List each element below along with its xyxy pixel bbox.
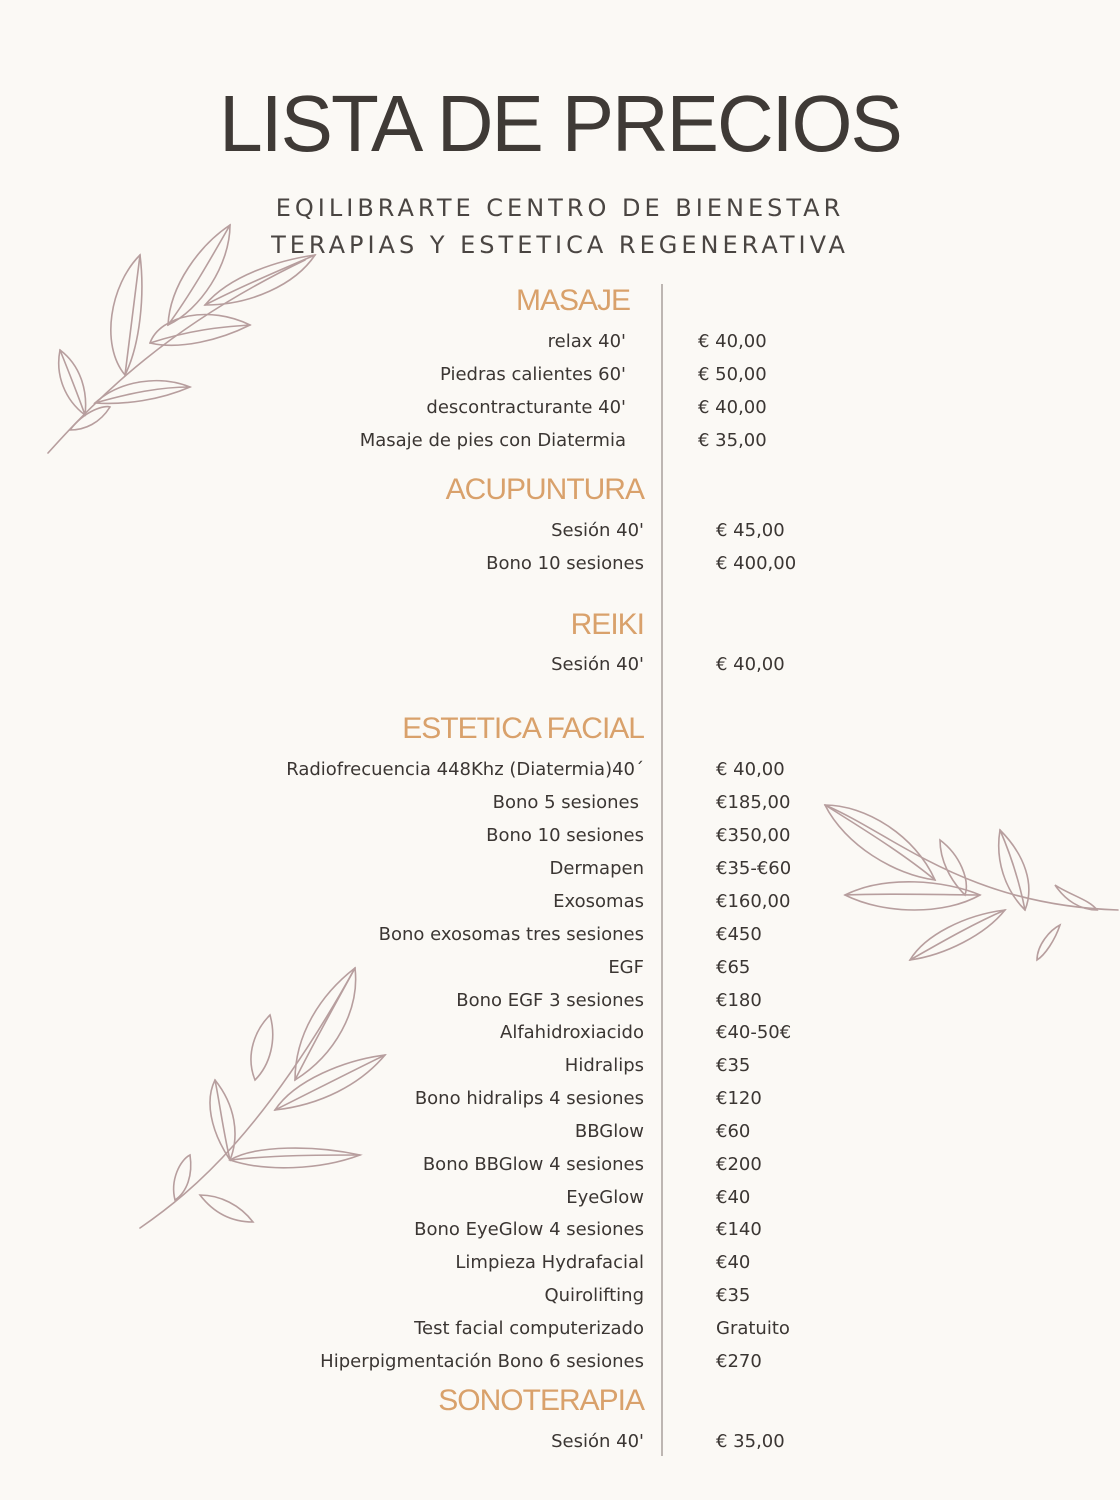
service-name: Exosomas [553, 891, 644, 912]
service-price: € 400,00 [716, 553, 797, 574]
service-name: Masaje de pies con Diatermia [359, 430, 626, 451]
service-price: €40 [716, 1187, 751, 1208]
leaf-branch-icon [815, 795, 1120, 975]
service-name: EGF [608, 957, 644, 978]
service-name: Quirolifting [544, 1285, 644, 1306]
service-name: Hidralips [564, 1055, 644, 1076]
service-name: relax 40' [547, 331, 626, 352]
service-price: € 50,00 [698, 364, 767, 385]
section-heading-masaje: MASAJE [515, 284, 630, 317]
service-name: Sesión 40' [551, 520, 644, 541]
service-name: EyeGlow [566, 1187, 644, 1208]
service-price: €35-€60 [716, 858, 792, 879]
service-name: Bono BBGlow 4 sesiones [422, 1154, 644, 1175]
service-name: Sesión 40' [551, 1431, 644, 1452]
service-price: €200 [716, 1154, 762, 1175]
service-name: Test facial computerizado [414, 1318, 644, 1339]
service-name: Dermapen [549, 858, 644, 879]
service-price: € 35,00 [716, 1431, 785, 1452]
service-price: €65 [716, 957, 751, 978]
service-price: €450 [716, 924, 762, 945]
section-heading-reiki: REIKI [570, 608, 644, 641]
service-price: €180 [716, 990, 762, 1011]
service-name: Piedras calientes 60' [440, 364, 626, 385]
service-name: Bono EGF 3 sesiones [456, 990, 644, 1011]
service-price: €160,00 [716, 891, 791, 912]
business-tagline: TERAPIAS Y ESTETICA REGENERATIVA [271, 231, 849, 259]
service-price: €140 [716, 1219, 762, 1240]
business-name: EQILIBRARTE CENTRO DE BIENESTAR [275, 194, 845, 222]
service-price: €350,00 [716, 825, 791, 846]
service-price: €120 [716, 1088, 762, 1109]
service-name: Bono EyeGlow 4 sesiones [414, 1219, 644, 1240]
service-name: Bono hidralips 4 sesiones [414, 1088, 644, 1109]
service-price: € 40,00 [698, 397, 767, 418]
service-price: €270 [716, 1351, 762, 1372]
service-name: Limpieza Hydrafacial [455, 1252, 644, 1273]
page-title: LISTA DE PRECIOS [219, 79, 901, 168]
service-name: Radiofrecuencia 448Khz (Diatermia)40´ [286, 759, 644, 780]
service-name: Bono exosomas tres sesiones [378, 924, 644, 945]
service-name: descontracturante 40' [426, 397, 626, 418]
service-price: € 35,00 [698, 430, 767, 451]
service-price: €40-50€ [716, 1022, 792, 1043]
service-price: € 45,00 [716, 520, 785, 541]
service-name: Bono 10 sesiones [486, 825, 644, 846]
service-price: Gratuito [716, 1318, 790, 1339]
service-name: Sesión 40' [551, 654, 644, 675]
section-heading-sonoterapia: SONOTERAPIA [438, 1384, 644, 1417]
service-price: € 40,00 [716, 759, 785, 780]
service-name: Alfahidroxiacido [500, 1022, 644, 1043]
service-price: €35 [716, 1055, 751, 1076]
service-name: BBGlow [574, 1121, 644, 1142]
section-heading-acupuntura: ACUPUNTURA [445, 473, 644, 506]
leaf-branch-icon [135, 960, 395, 1235]
section-heading-estetica-facial: ESTETICA FACIAL [402, 712, 644, 745]
service-price: €60 [716, 1121, 751, 1142]
service-price: € 40,00 [698, 331, 767, 352]
service-price: €40 [716, 1252, 751, 1273]
leaf-branch-icon [40, 215, 330, 465]
column-divider [661, 284, 663, 1456]
service-price: €35 [716, 1285, 751, 1306]
service-name: Bono 5 sesiones [492, 792, 639, 813]
service-price: €185,00 [716, 792, 791, 813]
service-name: Hiperpigmentación Bono 6 sesiones [320, 1351, 644, 1372]
service-name: Bono 10 sesiones [486, 553, 644, 574]
service-price: € 40,00 [716, 654, 785, 675]
